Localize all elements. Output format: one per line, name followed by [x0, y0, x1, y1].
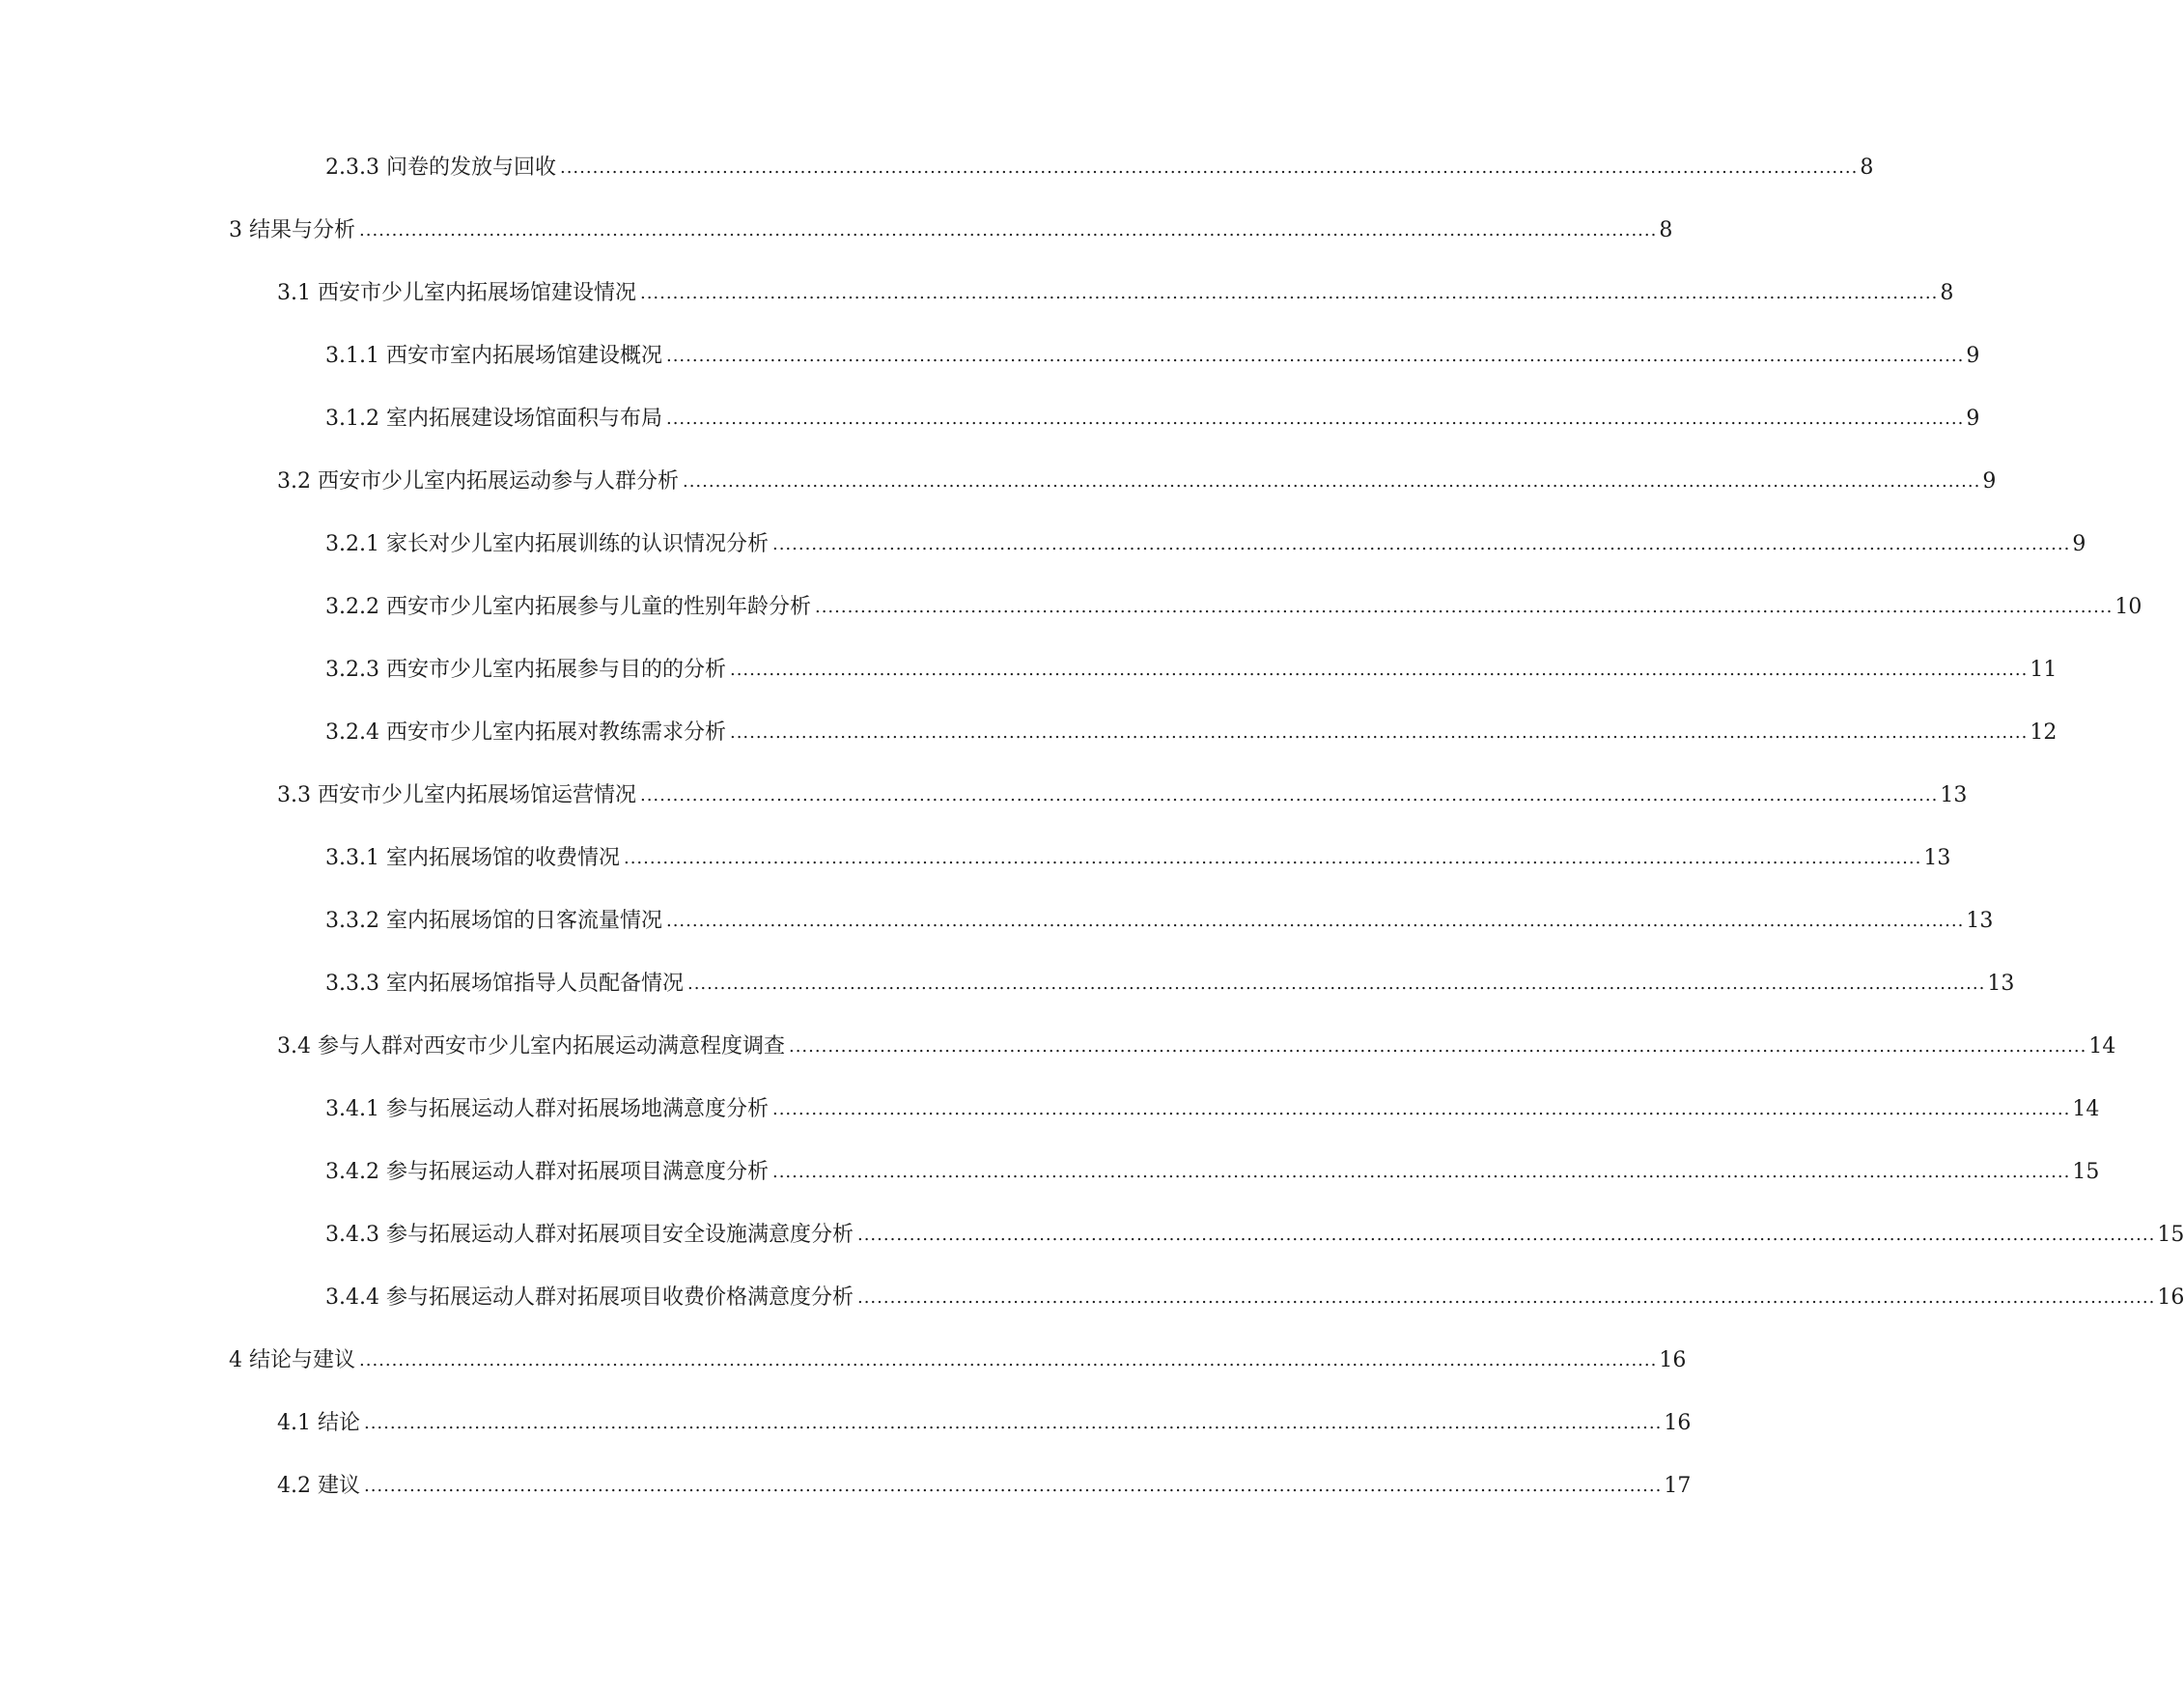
dot-leader: ........................................................................................................................................................................................................: [771, 1099, 2071, 1119]
toc-entry[interactable]: [229, 214, 1673, 247]
toc-entry[interactable]: [325, 905, 1994, 938]
dot-leader: ........................................................................................................................................................................................................: [856, 1287, 2156, 1308]
dot-leader: ........................................................................................................................................................................................................: [814, 597, 2114, 617]
toc-entry[interactable]: [229, 1344, 1687, 1377]
toc-entry-title: 3.2.3 西安市少儿室内拓展参与目的的分析: [325, 658, 726, 682]
toc-entry-page: 15: [2072, 1160, 2100, 1184]
toc-entry-page: 16: [1659, 1348, 1687, 1372]
toc-entry-page: 9: [1966, 407, 1980, 431]
toc-entry-title: 2.3.3 问卷的发放与回收: [325, 155, 556, 180]
dot-leader: ........................................................................................................................................................................................................: [788, 1036, 2087, 1057]
toc-entry-title: 3.2.2 西安市少儿室内拓展参与儿童的性别年龄分析: [325, 595, 811, 619]
toc-entry-page: 16: [2157, 1285, 2184, 1310]
toc-entry-title: 3.3 西安市少儿室内拓展场馆运营情况: [277, 783, 636, 807]
toc-entry-page: 12: [2030, 720, 2058, 745]
dot-leader: ........................................................................................................................................................................................................: [682, 471, 1981, 492]
toc-entry-page: 9: [1966, 344, 1980, 368]
toc-entry-page: 9: [1982, 469, 1997, 494]
toc-entry-title: 3.4.3 参与拓展运动人群对拓展项目安全设施满意度分析: [325, 1223, 854, 1247]
toc-entry-title: 3.3.1 室内拓展场馆的收费情况: [325, 846, 620, 870]
toc-entry-title: 3.2 西安市少儿室内拓展运动参与人群分析: [277, 469, 679, 494]
toc-entry[interactable]: [277, 779, 1968, 812]
toc-entry-page: 8: [1940, 281, 1954, 305]
toc-entry[interactable]: [325, 591, 2142, 624]
dot-leader: ........................................................................................................................................................................................................: [856, 1225, 2156, 1245]
toc-entry-page: 16: [1664, 1411, 1692, 1435]
toc-entry[interactable]: [325, 340, 1980, 373]
toc-entry[interactable]: [325, 968, 2015, 1001]
toc-entry-title: 4 结论与建议: [229, 1348, 355, 1372]
toc-entry-page: 14: [2088, 1034, 2116, 1059]
toc-entry-title: 3.2.4 西安市少儿室内拓展对教练需求分析: [325, 720, 726, 745]
toc-entry-title: 3.1 西安市少儿室内拓展场馆建设情况: [277, 281, 636, 305]
toc-entry-title: 4.2 建议: [277, 1474, 360, 1498]
toc-entry[interactable]: [325, 152, 1874, 184]
toc-entry-title: 4.1 结论: [277, 1411, 360, 1435]
dot-leader: ........................................................................................................................................................................................................: [771, 534, 2071, 554]
toc-entry-title: 3.3.3 室内拓展场馆指导人员配备情况: [325, 972, 684, 996]
dot-leader: ........................................................................................................................................................................................................: [665, 409, 1965, 429]
toc-entry-page: 11: [2030, 658, 2058, 682]
dot-leader: ........................................................................................................................................................................................................: [363, 1413, 1663, 1433]
toc-entry[interactable]: [325, 1282, 2184, 1314]
toc-entry[interactable]: [325, 842, 1951, 875]
dot-leader: ........................................................................................................................................................................................................: [359, 1350, 1658, 1370]
dot-leader: ........................................................................................................................................................................................................: [559, 157, 1859, 178]
toc-entry-title: 3.2.1 家长对少儿室内拓展训练的认识情况分析: [325, 532, 769, 556]
toc-entry[interactable]: [325, 1219, 2184, 1252]
toc-entry[interactable]: [325, 1156, 2100, 1189]
toc-entry[interactable]: [325, 654, 2058, 687]
toc-entry-page: 15: [2157, 1223, 2184, 1247]
toc-entry[interactable]: [277, 1470, 1692, 1503]
dot-leader: ........................................................................................................................................................................................................: [729, 660, 2029, 680]
toc-entry[interactable]: [325, 717, 2058, 749]
toc-entry[interactable]: [277, 1031, 2116, 1063]
toc-entry-page: 13: [1966, 909, 1994, 933]
dot-leader: ........................................................................................................................................................................................................: [623, 848, 1922, 868]
dot-leader: ........................................................................................................................................................................................................: [771, 1162, 2071, 1182]
toc-entry-page: 8: [1860, 155, 1874, 180]
toc-entry[interactable]: [325, 1093, 2100, 1126]
toc-entry[interactable]: [277, 1407, 1692, 1440]
toc-entry-title: 3.4 参与人群对西安市少儿室内拓展运动满意程度调查: [277, 1034, 785, 1059]
toc-entry-page: 9: [2072, 532, 2086, 556]
toc-entry[interactable]: [325, 528, 2086, 561]
dot-leader: ........................................................................................................................................................................................................: [686, 974, 1986, 994]
toc-entry-page: 13: [1923, 846, 1951, 870]
toc-entry-page: 13: [1987, 972, 2015, 996]
dot-leader: ........................................................................................................................................................................................................: [665, 346, 1965, 366]
toc-entry[interactable]: [277, 466, 1997, 498]
toc-entry-page: 17: [1664, 1474, 1692, 1498]
dot-leader: ........................................................................................................................................................................................................: [639, 785, 1939, 805]
toc-entry-title: 3.3.2 室内拓展场馆的日客流量情况: [325, 909, 662, 933]
dot-leader: ........................................................................................................................................................................................................: [729, 722, 2029, 743]
toc-entry-page: 14: [2072, 1097, 2100, 1121]
dot-leader: ........................................................................................................................................................................................................: [665, 911, 1965, 931]
toc-entry-page: 13: [1940, 783, 1968, 807]
toc-entry-title: 3 结果与分析: [229, 218, 355, 242]
toc-entry-title: 3.4.4 参与拓展运动人群对拓展项目收费价格满意度分析: [325, 1285, 854, 1310]
dot-leader: ........................................................................................................................................................................................................: [363, 1476, 1663, 1496]
toc-entry-page: 8: [1659, 218, 1673, 242]
dot-leader: ........................................................................................................................................................................................................: [359, 220, 1658, 240]
toc-entry-title: 3.4.2 参与拓展运动人群对拓展项目满意度分析: [325, 1160, 769, 1184]
toc-entry-title: 3.1.1 西安市室内拓展场馆建设概况: [325, 344, 662, 368]
dot-leader: ........................................................................................................................................................................................................: [639, 283, 1939, 303]
toc-entry-title: 3.1.2 室内拓展建设场馆面积与布局: [325, 407, 662, 431]
toc-entry[interactable]: [277, 277, 1954, 310]
toc-entry[interactable]: [325, 403, 1980, 436]
toc-entry-title: 3.4.1 参与拓展运动人群对拓展场地满意度分析: [325, 1097, 769, 1121]
toc-entry-page: 10: [2114, 595, 2142, 619]
